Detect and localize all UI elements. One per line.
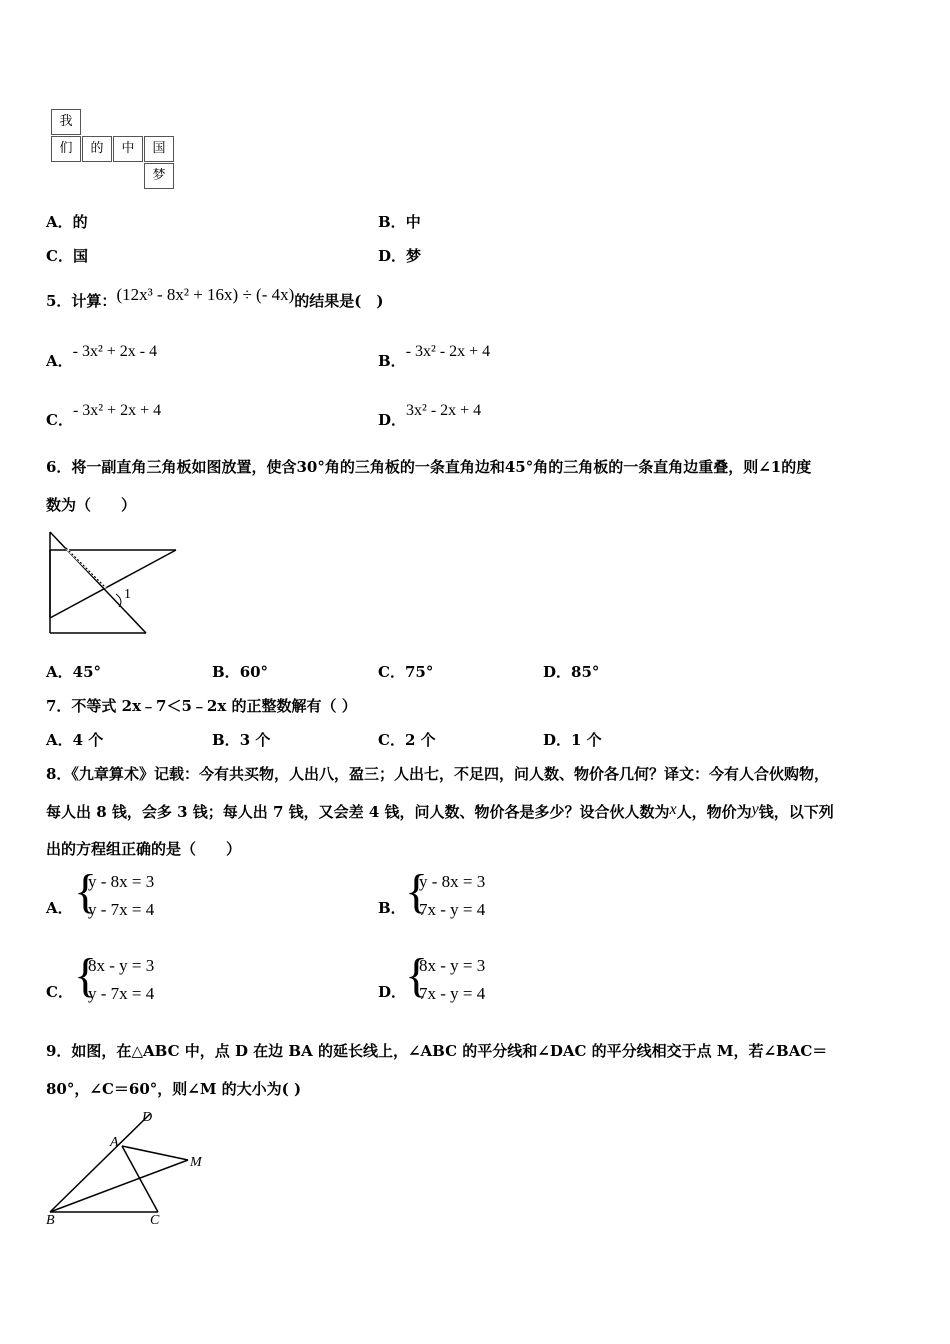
cube-cell: 梦 [144,163,174,189]
q7-option-a[interactable]: A．4 个 [46,731,104,749]
q8-stem-line3: 出的方程组正确的是（ ） [46,840,242,858]
q4-option-a[interactable]: A．的 [46,213,88,231]
point-d-label: D [142,1110,153,1125]
q7-option-c[interactable]: C．2 个 [378,731,436,749]
q8-stem-line2: 每人出 8 钱，会多 3 钱；每人出 7 钱，又会差 4 钱，问人数、物价各是多少？设合伙人数为x人，物价为y钱，以下列 [46,801,834,821]
q6-option-d[interactable]: D．85° [543,663,600,681]
q7-option-b[interactable]: B．3 个 [212,731,271,749]
point-m-label: M [190,1155,202,1170]
cube-cell: 国 [144,136,174,162]
q7-stem: 7．不等式 2x﹣7＜5﹣2x 的正整数解有（ ） [46,697,357,715]
q4-option-d[interactable]: D．梦 [378,247,422,265]
point-c-label: C [150,1213,160,1228]
q5-stem: 5．计算：(12x³ - 8x² + 16x) ÷ (- 4x)的结果是( ) [46,285,384,310]
q6-option-c[interactable]: C．75° [378,663,434,681]
cube-cell: 的 [82,136,112,162]
q6-option-b[interactable]: B．60° [212,663,269,681]
point-b-label: B [46,1213,55,1228]
q5-option-c[interactable]: C．- 3x² + 2x + 4 [46,402,162,429]
q9-stem-line1: 9．如图，在△ABC 中，点 D 在边 BA 的延长线上，∠ABC 的平分线和∠DAC 的平分线相交于点 M，若∠BAC＝ [46,1042,828,1060]
cube-cell: 们 [51,136,81,162]
q5-option-b[interactable]: B．- 3x² - 2x + 4 [378,343,491,370]
q7-option-d[interactable]: D．1 个 [543,731,602,749]
q4-option-c[interactable]: C．国 [46,247,88,265]
point-a-label: A [110,1135,119,1150]
q6-option-a[interactable]: A．45° [46,663,102,681]
q8-stem-line1: 8．《九章算术》记载：今有共买物，人出八，盈三；人出七，不足四，问人数、物价各几何？译文：今有人合伙购物， [46,765,829,783]
q4-option-b[interactable]: B．中 [378,213,421,231]
triangle-boards-figure [46,528,186,640]
q5-option-d[interactable]: D．3x² - 2x + 4 [378,402,482,429]
q6-stem-line1: 6．将一副直角三角板如图放置，使含30°角的三角板的一条直角边和45°角的三角板的一条直角边重叠，则∠1的度 [46,458,812,476]
q5-expression: (12x³ - 8x² + 16x) ÷ (- 4x) [116,285,295,304]
q6-stem-line2: 数为（ ） [46,496,137,514]
angle-1-label: 1 [124,587,131,602]
q5-option-a[interactable]: A．- 3x² + 2x - 4 [46,343,158,370]
cube-cell: 中 [113,136,143,162]
q9-stem-line2: 80°，∠C＝60°，则∠M 的大小为( ) [46,1080,302,1098]
triangle-abc-figure [46,1108,211,1228]
cube-cell: 我 [51,109,81,135]
